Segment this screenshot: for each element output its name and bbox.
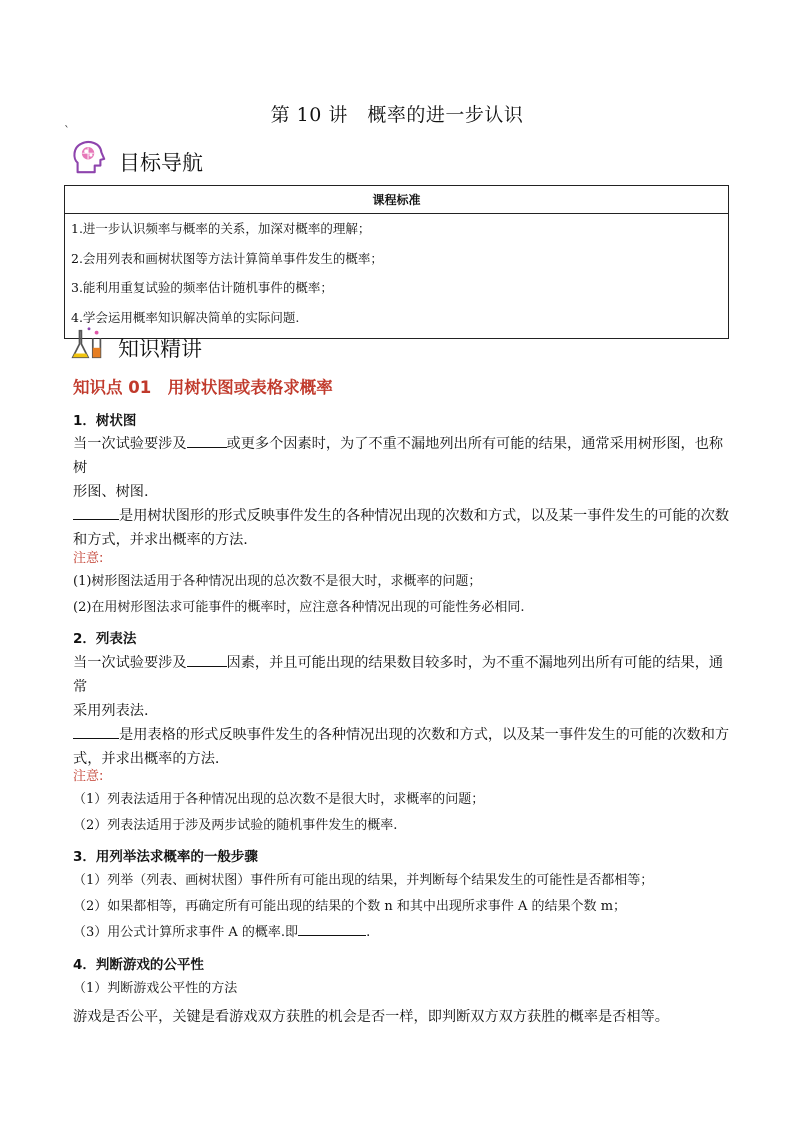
fairness-text: 游戏是否公平，关键是看游戏双方获胜的机会是否一样，即判断双方双方获胜的概率是否相等。 <box>73 1009 669 1025</box>
heading-fairness: 4．判断游戏的公平性 <box>73 957 204 973</box>
page-title: 第 10 讲 概率的进一步认识 <box>270 104 524 126</box>
stray-mark: ` <box>64 124 70 138</box>
table-p1b: 因素，并且可能出现的结果数目较多时，为不重不漏地列出所有可能的结果，通常 <box>73 655 724 695</box>
table-para <box>73 651 733 771</box>
standard-item-1: 1.进一步认识频率与概率的关系，加深对概率的理解； <box>71 221 371 236</box>
tree-note-label: 注意: <box>73 551 104 566</box>
tree-p1a: 当一次试验要涉及 <box>73 436 187 452</box>
table-p2b: 式，并求出概率的方法. <box>73 751 220 767</box>
fill-blank <box>73 724 119 739</box>
tree-p2a: 是用树状图形的形式反映事件发生的各种情况出现的次数和方式，以及某一事件发生的可能的次数 <box>119 508 730 524</box>
table-p1a: 当一次试验要涉及 <box>73 655 187 671</box>
tree-para-1 <box>73 432 733 552</box>
step-1: （1）列举（列表、画树状图）事件所有可能出现的结果，并判断每个结果发生的可能性是否都相等； <box>73 873 654 888</box>
flask-icon <box>70 325 108 367</box>
table-p2a: 是用表格的形式反映事件发生的各种情况出现的次数和方式，以及某一事件发生的可能的次数和方 <box>119 727 730 743</box>
head-brain-icon <box>70 138 108 180</box>
tree-p2b: 和方式，并求出概率的方法. <box>73 532 248 548</box>
table-note-1: （1）列表法适用于各种情况出现的总次数不是很大时，求概率的问题； <box>73 792 485 807</box>
tree-p1c: 形图、树图. <box>73 484 149 500</box>
knowledge-point-title: 知识点 01 用树状图或表格求概率 <box>73 378 333 397</box>
tree-p1b: 或更多个因素时，为了不重不漏地列出所有可能的结果，通常采用树形图，也称树 <box>73 436 724 476</box>
standard-item-2: 2.会用列表和画树状图等方法计算简单事件发生的概率； <box>71 250 383 266</box>
heading-steps: 3．用列举法求概率的一般步骤 <box>73 849 258 865</box>
table-note-label: 注意: <box>73 769 104 784</box>
step-3-end: . <box>366 925 371 940</box>
section-heading-goals: 目标导航 <box>119 151 203 175</box>
step-3-text: （3）用公式计算所求事件 A 的概率.即 <box>73 925 299 940</box>
standard-item-4: 4.学会运用概率知识解决简单的实际问题. <box>71 309 300 325</box>
fill-blank <box>187 433 227 448</box>
fill-blank <box>298 921 366 936</box>
heading-tree: 1．树状图 <box>73 413 137 429</box>
step-2: （2）如果都相等，再确定所有可能出现的结果的个数 n 和其中出现所求事件 A 的结果个数 m； <box>73 899 627 914</box>
step-3 <box>73 921 370 945</box>
tree-note-1: (1)树形图法适用于各种情况出现的总次数不是很大时，求概率的问题； <box>73 574 482 589</box>
standard-item-3: 3.能利用重复试验的频率估计随机事件的概率； <box>71 280 333 295</box>
fill-blank <box>187 652 227 667</box>
standards-header: 课程标准 <box>65 186 729 214</box>
heading-table: 2．列表法 <box>73 631 137 647</box>
table-p1c: 采用列表法. <box>73 703 149 719</box>
tree-note-2: (2)在用树形图法求可能事件的概率时，应注意各种情况出现的可能性务必相同. <box>73 600 525 615</box>
fill-blank <box>73 505 119 520</box>
standards-table <box>64 185 729 339</box>
section-heading-knowledge: 知识精讲 <box>118 337 202 361</box>
fairness-sub: （1）判断游戏公平性的方法 <box>73 981 238 996</box>
table-note-2: （2）列表法适用于涉及两步试验的随机事件发生的概率. <box>73 818 398 833</box>
